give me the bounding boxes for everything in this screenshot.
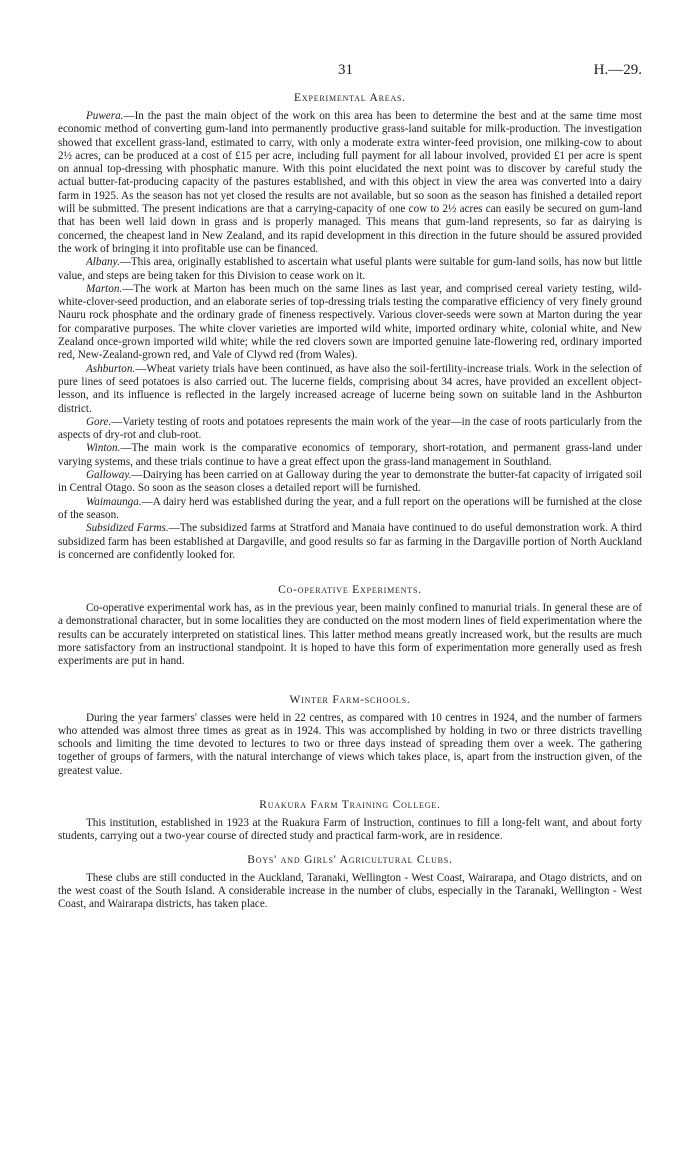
paragraph-albany	[58, 256, 642, 283]
paragraph: Co-operative experimental work has, as in the previous year, been mainly confined to manurial trials. In general these are of a demonstrational character, but in some localities they are conducted on the most modern lines of field experimentation where the results can be accurately interpreted on statistical lines. This latter method means greatly increased work, but the results are much more satisfactory from an instructional standpoint. It is hoped to have this form of experimentation more generally used as fresh experiments are put in hand.	[58, 602, 642, 668]
paragraph-text: —This area, originally established to ascertain what useful plants were suitable for gum-land soils, has now but little value, and steps are being taken for this Division to cease work on it.	[58, 256, 642, 282]
paragraph-gore	[58, 416, 642, 443]
paragraph-text: —A dairy herd was established during the year, and a full report on the operations will be furnished at the close of the season.	[58, 495, 642, 521]
paragraph-text: —Wheat variety trials have been continued, as have also the soil-fertility-increase trials. Work in the selection of pure lines of seed potatoes is also carried out. The lucerne fields, comprising about 34 acres, have provided an excellent object-lesson, and its influence is reflected in the largely increased acreage of lucerne being sown on suitable land in the Ashburton district.	[58, 362, 642, 415]
paragraph: These clubs are still conducted in the Auckland, Taranaki, Wellington - West Coast, Wairarapa, and Otago districts, and on the west coast of the South Island. A considerable increase in the number of clubs, especially in the Taranaki, Wellington - West Coast, and Wairarapa districts, has taken place.	[58, 871, 642, 911]
paragraph-lead: Gore.	[86, 415, 112, 428]
paragraph-lead: Waimaunga.	[86, 495, 142, 508]
paragraph-marton	[58, 283, 642, 363]
section-heading: Boys' and Girls' Agricultural Clubs.	[247, 853, 453, 866]
section-heading: Experimental Areas.	[294, 92, 406, 104]
section-experimental-areas	[58, 92, 642, 562]
paragraph-text: —The work at Marton has been much on the same lines as last year, and comprised cereal variety testing, wild-white-clover-seed production, and an elaborate series of top-dressing trials testing the comparative efficiency of very finely ground Nauru rock phosphate and the ordinary grade of fineness respectively. Various clover-seeds were sown at Marton during the year for comparative purposes. The white clover varieties are imported wild white, imported ordinary white, colonial white, and New Zealand once-grown imported wild white; while the red clovers sown are imported genuine late-flowering red, ordinary imported red, New-Zealand-grown red, and Vale of Clywd red (from Wales).	[58, 282, 642, 362]
paragraph-lead: Winton.	[86, 442, 121, 455]
paragraph-waimaunga	[58, 496, 642, 523]
paragraph-subsidized-farms	[58, 522, 642, 562]
section-heading: Co-operative Experiments.	[278, 584, 422, 597]
paragraph-ashburton	[58, 363, 642, 416]
page-number: 31	[338, 62, 353, 78]
section-ruakura-college	[58, 799, 642, 844]
paragraph: During the year farmers' classes were held in 22 centres, as compared with 10 centres in 1924, and the number of farmers who attended was almost three times as great as in 1924. This was accomplished by holding in two or three districts travelling schools and limiting the time devoted to lectures to two or three days instead of spreading them over a week. The gathering together of groups of farmers, with the natural interchange of views which takes place, is, apart from the instruction given, of the greatest value.	[58, 711, 642, 777]
paragraph-text: —Variety testing of roots and potatoes represents the main work of the year—in the case of roots particularly from the aspects of dry-rot and club-root.	[58, 415, 642, 442]
section-cooperative-experiments	[58, 584, 642, 668]
paragraph-puwera	[58, 110, 642, 256]
paragraph-text: —The subsidized farms at Stratford and Manaia have continued to do useful demonstration work. A third subsidized farm has been established at Dargaville, and good results so far as farming in the Dargaville portion of North Auckland is concerned are confidently looked for.	[58, 522, 642, 561]
paragraph-text: —The main work is the comparative economics of temporary, short-rotation, and permanent grass-land under varying systems, and these trials continue to have a great effect upon the grass-land management in Southland.	[58, 442, 642, 468]
paragraph-lead: Subsidized Farms.	[86, 522, 169, 535]
section-agricultural-clubs	[58, 854, 642, 912]
paragraph: This institution, established in 1923 at the Ruakura Farm of Instruction, continues to fill a long-felt want, and about forty students, carrying out a two-year course of directed study and practical farm-work, are in residence.	[58, 817, 642, 843]
paragraph-lead: Galloway.	[86, 469, 132, 482]
section-winter-farm-schools	[58, 694, 642, 778]
paragraph-lead: Albany.	[86, 256, 120, 269]
section-heading: Ruakura Farm Training College.	[259, 799, 441, 812]
paragraph-lead: Puwera.	[86, 110, 124, 122]
paragraph-lead: Marton.	[86, 282, 123, 295]
page-header	[58, 62, 642, 88]
section-heading: Winter Farm-schools.	[289, 693, 411, 706]
paragraph-text: —Dairying has been carried on at Galloway during the year to demonstrate the butter-fat capacity of irrigated soil in Central Otago. So soon as the season closes a detailed report will be furnished.	[58, 469, 642, 495]
paragraph-galloway	[58, 469, 642, 496]
paragraph-lead: Ashburton.	[86, 362, 136, 375]
paragraph-text: —In the past the main object of the work on this area has been to determine the best and at the same time most economic method of converting gum-land into permanently productive grass-land suitable for milk-production. The investigation showed that excellent grass-land, estimated to carry, with only a moderate extra winter-feed provision, one milking-cow to about 2½ acres, can be produced at a cost of £15 per acre, including full payment for all labour involved, provided £1 per acre is spent on annual top-dressing with phosphatic manure. With this point elucidated the next point was to discover by careful study the actual butter-fat-producing capacity of the pastures established, and with this object in view the area was converted into a dairy farm in 1925. As the season has not yet closed the results are not available, but so soon as the season has finished a detailed report will be submitted. The present indications are that a carrying-capacity of one cow to 2½ acres can easily be secured on gum-land that has been well laid down in grass and is properly managed. This means that gum-land represents, so far as dairying is concerned, the cheapest land in New Zealand, and its rapid development in this direction in the future should be assured provided the work of bringing it into profitable use can be financed.	[58, 110, 642, 255]
paragraph-winton	[58, 442, 642, 469]
document-reference: H.—29.	[593, 62, 642, 78]
